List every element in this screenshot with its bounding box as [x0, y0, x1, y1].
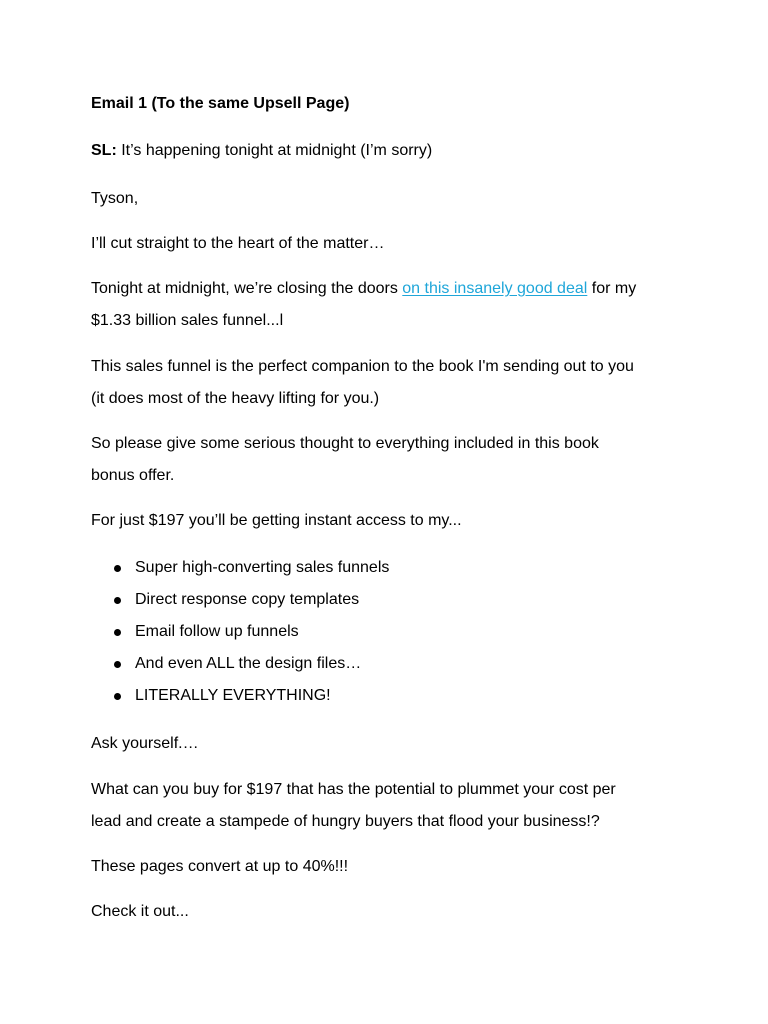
paragraph-8: These pages convert at up to 40%!!!	[91, 858, 349, 875]
subject-line	[91, 141, 432, 161]
paragraph-3-line-2: (it does most of the heavy lifting for you.)	[91, 390, 380, 407]
paragraph-3-line-1: This sales funnel is the perfect companion to the book I'm sending out to you	[91, 358, 634, 375]
bullet-icon	[114, 565, 121, 572]
list-item-text: Email follow up funnels	[135, 623, 299, 640]
paragraph-4-line-2: bonus offer.	[91, 467, 175, 484]
subject-label: SL:	[91, 142, 117, 159]
paragraph-2-line-1	[91, 279, 636, 299]
bullet-icon	[114, 693, 121, 700]
greeting: Tyson,	[91, 190, 139, 207]
paragraph-5: For just $197 you’ll be getting instant access to my...	[91, 512, 462, 529]
bullet-icon	[114, 661, 121, 668]
list-item-text: And even ALL the design files…	[135, 655, 362, 672]
paragraph-6: Ask yourself.…	[91, 735, 199, 752]
bullet-icon	[114, 629, 121, 636]
paragraph-9: Check it out...	[91, 903, 189, 920]
paragraph-2-line-2: $1.33 billion sales funnel...l	[91, 312, 284, 329]
list-item-text: LITERALLY EVERYTHING!	[135, 687, 331, 704]
email-heading: Email 1 (To the same Upsell Page)	[91, 95, 350, 112]
bullet-icon	[114, 597, 121, 604]
paragraph-7-line-2: lead and create a stampede of hungry buyers that flood your business!?	[91, 813, 600, 830]
paragraph-4-line-1: So please give some serious thought to everything included in this book	[91, 435, 599, 452]
list-item-text: Direct response copy templates	[135, 591, 360, 608]
paragraph-7-line-1: What can you buy for $197 that has the potential to plummet your cost per	[91, 781, 616, 798]
list-item-text: Super high-converting sales funnels	[135, 559, 390, 576]
subject-text: It’s happening tonight at midnight (I’m sorry)	[116, 142, 433, 159]
paragraph-1: I’ll cut straight to the heart of the matter…	[91, 235, 385, 252]
offer-link[interactable]: on this insanely good deal	[402, 280, 588, 297]
paragraph-2-before-link: Tonight at midnight, we’re closing the doors	[91, 280, 403, 297]
paragraph-2-after-link: for my	[587, 280, 637, 297]
